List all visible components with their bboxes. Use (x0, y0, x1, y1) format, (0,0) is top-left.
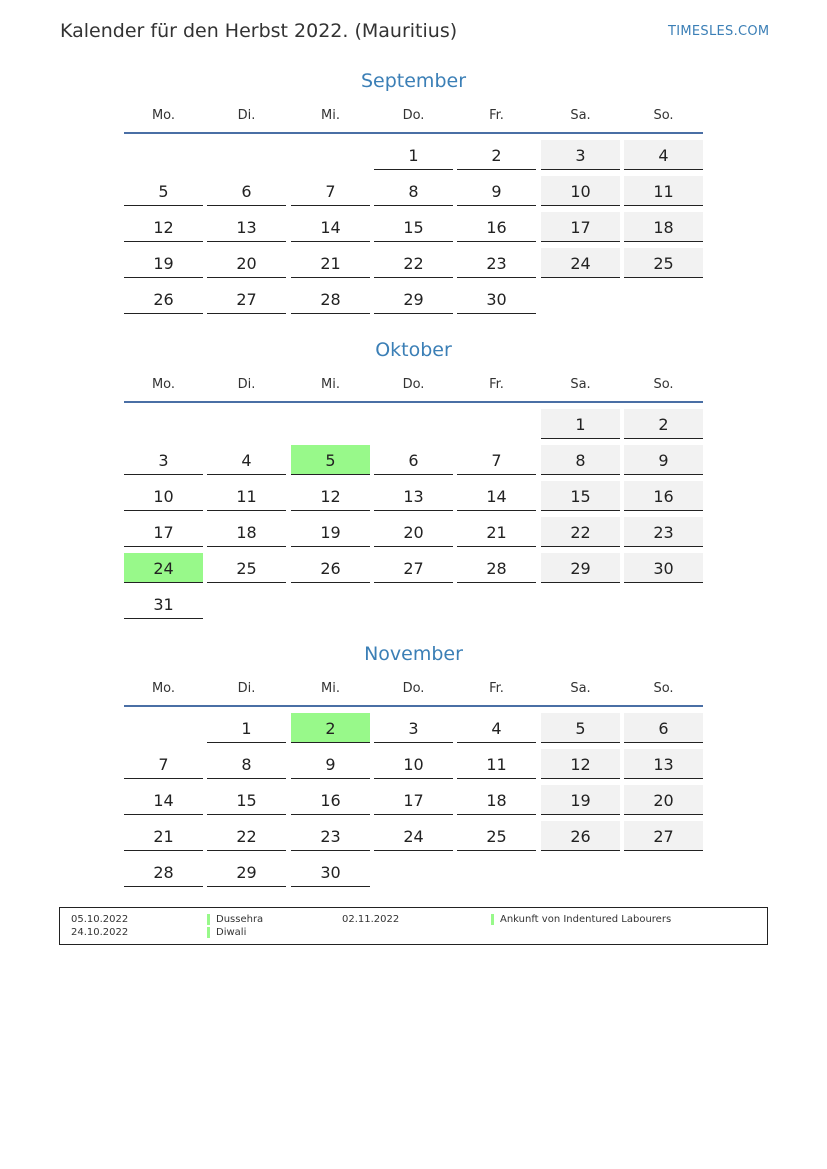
day-cell[interactable]: 9 (457, 176, 536, 206)
day-cell[interactable]: 13 (207, 212, 286, 242)
day-cell[interactable]: 26 (541, 821, 620, 851)
day-cell[interactable]: 14 (124, 785, 203, 815)
day-cell[interactable]: 1 (374, 140, 453, 170)
day-cell[interactable]: 15 (541, 481, 620, 511)
month-title: September (360, 70, 467, 92)
day-cell[interactable]: 13 (624, 749, 703, 779)
month-title: November (364, 643, 463, 665)
legend-holiday-name: Ankunft von Indentured Labourers (491, 914, 671, 925)
day-cell[interactable]: 7 (124, 749, 203, 779)
header-divider (124, 132, 703, 134)
day-cell[interactable]: 1 (207, 713, 286, 743)
day-cell[interactable]: 23 (291, 821, 370, 851)
weekday-label: Mo. (151, 377, 176, 392)
brand-link[interactable]: TIMESLES.COM (668, 24, 770, 39)
day-cell[interactable]: 13 (374, 481, 453, 511)
day-cell[interactable]: 1 (541, 409, 620, 439)
day-cell[interactable]: 17 (374, 785, 453, 815)
weekday-label: Mi. (321, 377, 340, 392)
day-cell[interactable]: 28 (124, 857, 203, 887)
day-cell[interactable]: 22 (541, 517, 620, 547)
day-cell[interactable]: 27 (624, 821, 703, 851)
weekday-header (124, 377, 703, 397)
weekday-label: Sa. (570, 377, 591, 392)
day-cell[interactable]: 6 (207, 176, 286, 206)
day-cell[interactable]: 19 (541, 785, 620, 815)
weekday-label: Mo. (151, 108, 176, 123)
holiday-day-cell[interactable]: 5 (291, 445, 370, 475)
day-cell[interactable]: 7 (291, 176, 370, 206)
day-cell[interactable]: 12 (541, 749, 620, 779)
legend-date: 02.11.2022 (342, 914, 400, 925)
day-cell[interactable]: 30 (291, 857, 370, 887)
weekday-label: Mi. (321, 108, 340, 123)
day-cell[interactable]: 27 (374, 553, 453, 583)
day-cell[interactable]: 9 (291, 749, 370, 779)
day-cell[interactable]: 3 (541, 140, 620, 170)
day-cell[interactable]: 28 (291, 284, 370, 314)
day-cell[interactable]: 11 (207, 481, 286, 511)
day-cell[interactable]: 14 (457, 481, 536, 511)
day-cell[interactable]: 12 (291, 481, 370, 511)
day-cell[interactable]: 31 (124, 589, 203, 619)
day-cell[interactable]: 6 (374, 445, 453, 475)
day-cell[interactable]: 8 (374, 176, 453, 206)
day-cell[interactable]: 19 (291, 517, 370, 547)
weekday-label: Di. (237, 377, 256, 392)
day-cell[interactable]: 24 (374, 821, 453, 851)
day-cell[interactable]: 3 (374, 713, 453, 743)
day-cell[interactable]: 20 (207, 248, 286, 278)
page-title: Kalender für den Herbst 2022. (Mauritius) (60, 20, 458, 42)
day-cell[interactable]: 20 (624, 785, 703, 815)
weekday-label: Fr. (489, 108, 504, 123)
weekday-label: Di. (237, 108, 256, 123)
day-cell[interactable]: 11 (457, 749, 536, 779)
day-cell[interactable]: 10 (541, 176, 620, 206)
day-cell[interactable]: 25 (457, 821, 536, 851)
day-cell[interactable]: 20 (374, 517, 453, 547)
day-cell[interactable]: 29 (374, 284, 453, 314)
weekday-label: Mi. (321, 681, 340, 696)
day-cell[interactable]: 4 (207, 445, 286, 475)
day-cell[interactable]: 11 (624, 176, 703, 206)
day-cell[interactable]: 18 (207, 517, 286, 547)
header-divider (124, 705, 703, 707)
weekday-label: Do. (402, 377, 425, 392)
holiday-day-cell[interactable]: 24 (124, 553, 203, 583)
weekday-label: Di. (237, 681, 256, 696)
day-cell[interactable]: 30 (624, 553, 703, 583)
legend-date: 05.10.2022 (71, 914, 129, 925)
weekday-label: So. (653, 681, 674, 696)
day-cell[interactable]: 27 (207, 284, 286, 314)
day-cell[interactable]: 19 (124, 248, 203, 278)
day-cell[interactable]: 12 (124, 212, 203, 242)
day-cell[interactable]: 23 (624, 517, 703, 547)
day-cell[interactable]: 15 (374, 212, 453, 242)
day-cell[interactable]: 8 (207, 749, 286, 779)
day-cell[interactable]: 21 (291, 248, 370, 278)
weekday-label: Sa. (570, 681, 591, 696)
day-cell[interactable]: 7 (457, 445, 536, 475)
weekday-label: So. (653, 108, 674, 123)
day-cell[interactable]: 28 (457, 553, 536, 583)
day-cell[interactable]: 3 (124, 445, 203, 475)
day-cell[interactable]: 18 (624, 212, 703, 242)
day-cell[interactable]: 10 (374, 749, 453, 779)
month-title: Oktober (375, 339, 452, 361)
day-cell[interactable]: 29 (207, 857, 286, 887)
weekday-label: Fr. (489, 377, 504, 392)
legend-date: 24.10.2022 (71, 927, 129, 938)
day-cell[interactable]: 25 (624, 248, 703, 278)
day-cell[interactable]: 26 (291, 553, 370, 583)
day-cell[interactable]: 9 (624, 445, 703, 475)
day-cell[interactable]: 16 (291, 785, 370, 815)
day-cell[interactable]: 21 (124, 821, 203, 851)
weekday-label: Do. (402, 108, 425, 123)
day-cell[interactable]: 15 (207, 785, 286, 815)
day-cell[interactable]: 17 (541, 212, 620, 242)
day-cell[interactable]: 25 (207, 553, 286, 583)
day-cell[interactable]: 26 (124, 284, 203, 314)
weekday-label: Mo. (151, 681, 176, 696)
holiday-legend (59, 907, 768, 945)
weekday-label: Do. (402, 681, 425, 696)
day-cell[interactable]: 5 (124, 176, 203, 206)
day-cell[interactable]: 30 (457, 284, 536, 314)
weekday-label: So. (653, 377, 674, 392)
day-cell[interactable]: 29 (541, 553, 620, 583)
weekday-label: Fr. (489, 681, 504, 696)
day-cell[interactable]: 18 (457, 785, 536, 815)
day-cell[interactable]: 8 (541, 445, 620, 475)
day-cell[interactable]: 5 (541, 713, 620, 743)
day-cell[interactable]: 2 (457, 140, 536, 170)
header-divider (124, 401, 703, 403)
day-cell[interactable]: 4 (457, 713, 536, 743)
day-cell[interactable]: 16 (624, 481, 703, 511)
day-cell[interactable]: 16 (457, 212, 536, 242)
day-cell[interactable]: 17 (124, 517, 203, 547)
day-cell[interactable]: 24 (541, 248, 620, 278)
day-cell[interactable]: 22 (207, 821, 286, 851)
legend-holiday-name: Diwali (207, 927, 246, 938)
day-cell[interactable]: 4 (624, 140, 703, 170)
legend-holiday-name: Dussehra (207, 914, 263, 925)
day-cell[interactable]: 23 (457, 248, 536, 278)
holiday-day-cell[interactable]: 2 (291, 713, 370, 743)
day-cell[interactable]: 10 (124, 481, 203, 511)
day-cell[interactable]: 21 (457, 517, 536, 547)
day-cell[interactable]: 2 (624, 409, 703, 439)
weekday-label: Sa. (570, 108, 591, 123)
day-cell[interactable]: 22 (374, 248, 453, 278)
day-cell[interactable]: 6 (624, 713, 703, 743)
day-cell[interactable]: 14 (291, 212, 370, 242)
weekday-header (124, 681, 703, 701)
weekday-header (124, 108, 703, 128)
